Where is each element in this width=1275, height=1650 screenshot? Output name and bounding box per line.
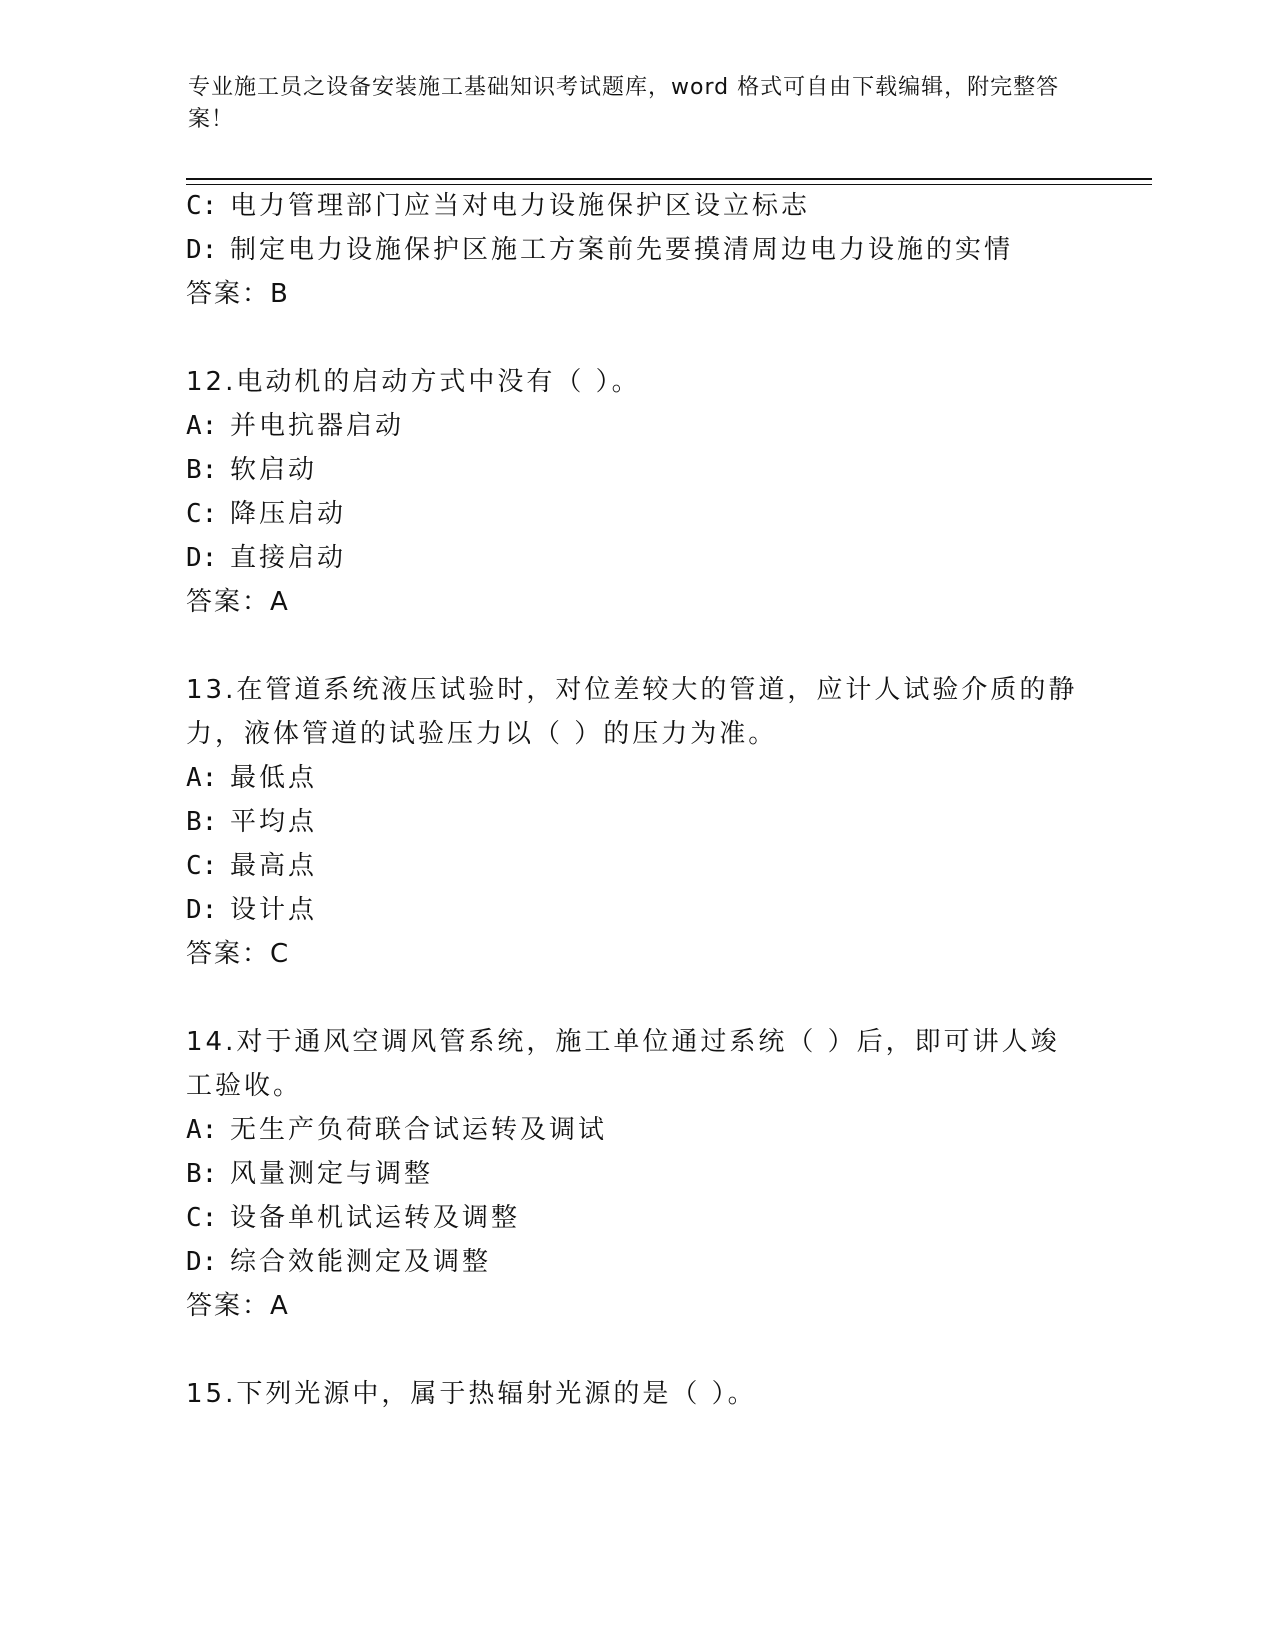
question-stem: 12.电动机的启动方式中没有（ ）。 — [186, 367, 641, 397]
option-c: C: 电力管理部门应当对电力设施保护区设立标志 — [186, 191, 811, 221]
option-a: A: 无生产负荷联合试运转及调试 — [186, 1115, 608, 1145]
answer-line: 答案：B — [186, 279, 290, 309]
option-d: D: 综合效能测定及调整 — [186, 1247, 492, 1277]
option-d: D: 直接启动 — [186, 543, 347, 573]
answer-line: 答案：A — [186, 1291, 290, 1321]
option-a: A: 并电抗器启动 — [186, 411, 405, 441]
header-divider-thin — [186, 184, 1152, 185]
option-d: D: 设计点 — [186, 895, 318, 925]
question-stem-continued: 力，液体管道的试验压力以（ ）的压力为准。 — [186, 719, 778, 749]
question-stem: 15.下列光源中，属于热辐射光源的是（ ）。 — [186, 1379, 757, 1409]
question-stem: 14.对于通风空调风管系统，施工单位通过系统（ ）后，即可讲人竣 — [186, 1027, 1060, 1057]
question-stem: 13.在管道系统液压试验时，对位差较大的管道，应计人试验介质的静 — [186, 675, 1078, 705]
option-b: B: 软启动 — [186, 455, 318, 485]
option-a: A: 最低点 — [186, 763, 318, 793]
answer-line: 答案：A — [186, 587, 290, 617]
option-c: C: 降压启动 — [186, 499, 347, 529]
option-b: B: 平均点 — [186, 807, 318, 837]
document-header: 专业施工员之设备安装施工基础知识考试题库，word 格式可自由下载编辑，附完整答案！ — [188, 75, 1060, 132]
option-b: B: 风量测定与调整 — [186, 1159, 434, 1189]
header-divider-thick — [186, 178, 1152, 180]
question-stem-continued: 工验收。 — [186, 1071, 303, 1101]
option-c: C: 设备单机试运转及调整 — [186, 1203, 521, 1233]
option-d: D: 制定电力设施保护区施工方案前先要摸清周边电力设施的实情 — [186, 235, 1014, 265]
option-c: C: 最高点 — [186, 851, 318, 881]
answer-line: 答案：C — [186, 939, 291, 969]
